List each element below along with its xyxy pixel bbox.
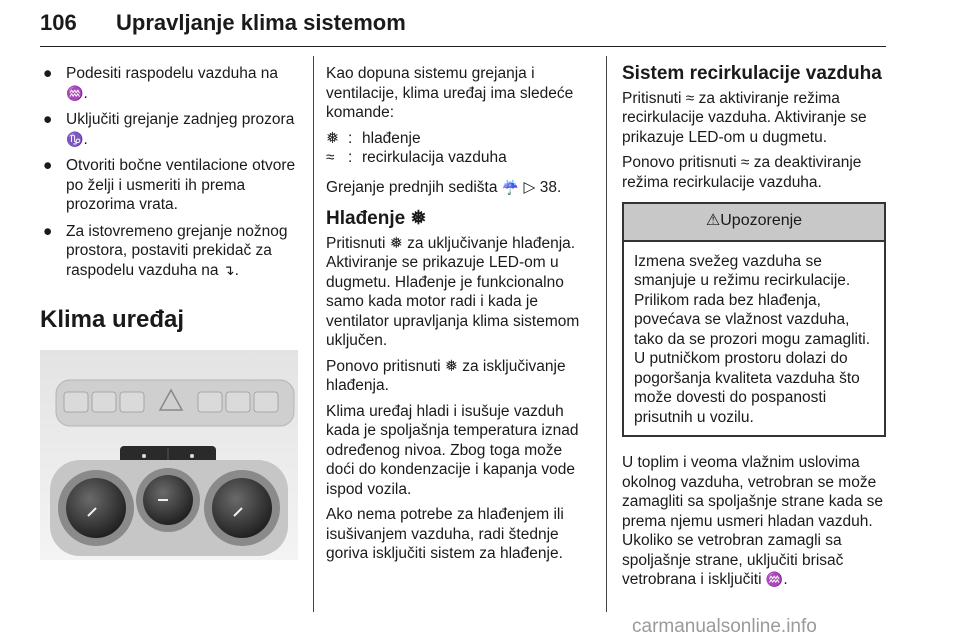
seat-heating-icon: ☔ (501, 178, 520, 195)
warning-header (624, 204, 884, 242)
legend-label: hlađenje (362, 129, 421, 147)
reference-arrow-icon: ▷ (523, 178, 536, 196)
cooling-heading: Hlađenje ❅ (326, 208, 427, 229)
defrost-windshield-icon: ♒ (765, 571, 784, 587)
page-header (40, 10, 886, 40)
page-number: 106 (40, 10, 77, 35)
recirculation-heading: Sistem recirkulacije vazduha (622, 63, 882, 84)
snowflake-icon: ❅ (389, 234, 403, 252)
recirculation-icon: ≈ (740, 154, 750, 171)
bullet-text: Otvoriti bočne ventilacione otvore po želji i usmeriti ih prema prozorima vrata. (66, 157, 296, 213)
column-divider-2 (606, 56, 607, 612)
recirculation-icon: ≈ (685, 89, 695, 107)
warning-icon: ⚠ (705, 212, 721, 229)
cooling-paragraph: Pritisnuti ❅ za uključivanje hlađenja. Aktiviranje se prikazuje LED-om u dugmetu. Hlađenje je funkcionalno samo kada motor radi i kada je ventilator upravljanja klima sistemom uključen. (326, 234, 580, 349)
legend-row-cooling: ❅ : hlađenje (326, 129, 421, 147)
cooling-paragraph: Klima uređaj hladi i isušuje vazduh kada je spoljašnja temperatura iznad određenog nivoa. Zbog toga može doći do kondenzacije i kapanja vode ispod vozila. (326, 402, 579, 498)
cooling-paragraph: Ponovo pritisnuti ❅ za isključivanje hlađenja. (326, 357, 566, 394)
humidity-paragraph: U toplim i veoma vlažnim uslovima okolnog vazduha, vetrobran se može zamagliti sa spoljašnje strane kada se prema njemu usmeri hladan vazduh. Ukoliko se vetrobran zamagli sa spoljašnje strane, uključiti brisač vetrobrana i isključiti ♒. (622, 454, 884, 588)
bullet-item: ● Otvoriti bočne ventilacione otvore po želji i usmeriti ih prema prozorima vrata. (43, 157, 296, 213)
bullet-item: ● Za istovremeno grejanje nožnog prostora, postaviti prekidač za raspodelu vazduha na ↴. (43, 222, 288, 279)
warning-box (622, 202, 886, 437)
page-title: Upravljanje klima sistemom (116, 10, 406, 35)
snowflake-icon: ❅ (444, 357, 458, 375)
footwell-airflow-icon: ↴ (222, 261, 235, 278)
column-left (40, 64, 302, 565)
bullet-text: Podesiti raspodelu vazduha na (66, 65, 278, 82)
column-right (622, 64, 886, 596)
header-divider (40, 46, 886, 47)
column-middle (326, 64, 590, 570)
legend-label: recirkulacija vazduha (362, 149, 507, 166)
recirculation-paragraph: Pritisnuti ≈ za aktiviranje režima recirkulacije vazduha. Aktiviranje se prikazuje LED-om u dugmetu. (622, 89, 867, 146)
watermark: carmanualsonline.info (632, 616, 817, 637)
seat-heating-ref: Grejanje prednjih sedišta ☔ ▷ 38. (326, 178, 562, 196)
recirculation-paragraph: Ponovo pritisnuti ≈ za deaktiviranje režima recirkulacije vazduha. (622, 154, 862, 191)
snowflake-icon: ❅ (326, 129, 339, 147)
ac-intro: Kao dopuna sistemu grejanja i ventilacije, klima uređaj ima sledeće komande: (326, 65, 574, 121)
warning-title: Upozorenje (720, 212, 803, 229)
snowflake-icon: ❅ (410, 208, 427, 229)
section-title: Klima uređaj (40, 306, 185, 333)
climate-control-panel-photo (40, 350, 298, 560)
cooling-paragraph: Ako nema potrebe za hlađenjem ili isušivanjem vazduha, radi štednje goriva isključiti sistem za hlađenje. (326, 506, 564, 562)
warning-text: Izmena svežeg vazduha se smanjuje u režimu recirkulacije. Prilikom rada bez hlađenja, povećava se vlažnost vazduha, tako da se prozori mogu zamagliti. U putničkom prostoru dolazi do pogoršanja kvaliteta vazduha što može dovesti do pospanosti prisutnih u vozilu. (634, 252, 871, 426)
defrost-windshield-icon: ♒ (66, 84, 84, 101)
bullet-text: Za istovremeno grejanje nožnog prostora, postaviti prekidač za raspodelu vazduha na (66, 222, 288, 279)
rear-window-heating-icon: ♑ (66, 130, 84, 147)
bullet-item: ● Podesiti raspodelu vazduha na ♒. (43, 65, 278, 102)
bullet-text: Uključiti grejanje zadnjeg prozora (66, 111, 295, 128)
recirculation-icon: ≈ (326, 149, 335, 166)
bullet-item: ● Uključiti grejanje zadnjeg prozora ♑. (43, 111, 295, 148)
legend-row-recirculation: ≈ : recirkulacija vazduha (326, 149, 507, 166)
column-divider-1 (313, 56, 314, 612)
